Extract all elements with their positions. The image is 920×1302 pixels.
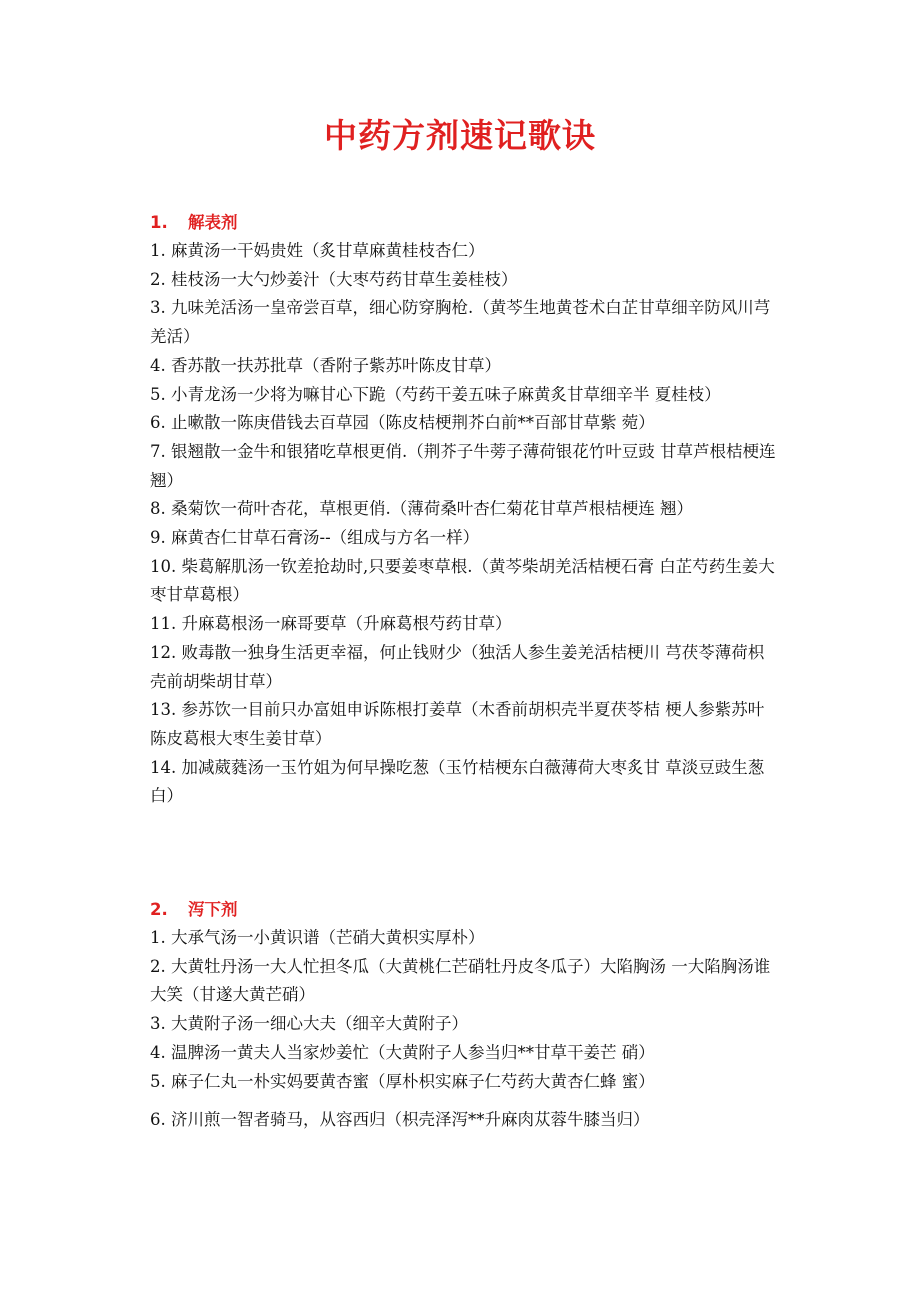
formula-entry: 3. 九味羌活汤一皇帝尝百草，细心防穿胸枪.（黄芩生地黄苍术白芷甘草细辛防风川芎羌活）	[150, 298, 771, 347]
formula-entry: 13. 参苏饮一目前只办富姐申诉陈根打姜草（木香前胡枳壳半夏茯苓桔 梗人参紫苏叶陈皮葛根大枣生姜甘草）	[150, 700, 765, 748]
section-title: 泻下剂	[188, 900, 238, 919]
formula-entry: 1. 大承气汤一小黄识谱（芒硝大黄枳实厚朴）	[150, 928, 485, 947]
formula-entry: 6. 济川煎一智者骑马，从容西归（枳壳泽泻**升麻肉苁蓉牛膝当归）	[150, 1110, 650, 1130]
formula-entry: 9. 麻黄杏仁甘草石膏汤--（组成与方名一样）	[150, 528, 480, 548]
section-heading	[150, 209, 780, 237]
section-title: 解表剂	[188, 213, 238, 232]
document-title: 中药方剂速记歌诀	[324, 116, 596, 155]
formula-entry: 4. 香苏散一扶苏批草（香附子紫苏叶陈皮甘草）	[150, 355, 501, 375]
formula-entry: 10. 柴葛解肌汤一钦差抢劫时,只要姜枣草根.（黄芩柴胡羌活桔梗石膏 白芷芍药生姜大枣甘草葛根）	[150, 556, 775, 605]
formula-entry: 8. 桑菊饮一荷叶杏花，草根更俏.（薄荷桑叶杏仁菊花甘草芦根桔梗连 翘）	[150, 499, 693, 519]
section-xiexia	[150, 896, 780, 1135]
formula-entry: 11. 升麻葛根汤一麻哥要草（升麻葛根芍药甘草）	[150, 614, 512, 634]
formula-entry: 6. 止嗽散一陈庚借钱去百草园（陈皮桔梗荆芥白前**百部甘草紫 菀）	[150, 413, 655, 433]
formula-entry: 3. 大黄附子汤一细心大夫（细辛大黄附子）	[150, 1014, 468, 1034]
formula-entry: 2. 大黄牡丹汤一大人忙担冬瓜（大黄桃仁芒硝牡丹皮冬瓜子）大陷胸汤 一大陷胸汤谁大笑（甘遂大黄芒硝）	[150, 956, 771, 1005]
section-number: 2.	[150, 900, 168, 919]
formula-entry: 5. 麻子仁丸一朴实妈要黄杏蜜（厚朴枳实麻子仁芍药大黄杏仁蜂 蜜）	[150, 1071, 655, 1091]
formula-entry: 1. 麻黄汤一干妈贵姓（炙甘草麻黄桂枝杏仁）	[150, 241, 485, 260]
formula-entry: 2. 桂枝汤一大勺炒姜汁（大枣芍药甘草生姜桂枝）	[150, 269, 518, 289]
formula-entry: 14. 加减葳蕤汤一玉竹姐为何早操吃葱（玉竹桔梗东白薇薄荷大枣炙甘 草淡豆豉生葱白）	[150, 757, 765, 806]
section-jiebiao	[150, 209, 780, 811]
section-heading	[150, 896, 780, 924]
section-number: 1.	[150, 213, 168, 232]
formula-entry: 5. 小青龙汤一少将为嘛甘心下跪（芍药干姜五味子麻黄炙甘草细辛半 夏桂枝）	[150, 384, 721, 404]
formula-entry: 7. 银翘散一金牛和银猪吃草根更俏.（荆芥子牛蒡子薄荷银花竹叶豆豉 甘草芦根桔梗连翘）	[150, 441, 776, 490]
formula-entry: 4. 温脾汤一黄夫人当家炒姜忙（大黄附子人参当归**甘草干姜芒 硝）	[150, 1042, 655, 1062]
formula-entry: 12. 败毒散一独身生活更幸福，何止钱财少（独活人参生姜羌活桔梗川 芎茯苓薄荷枳壳前胡柴胡甘草）	[150, 642, 765, 691]
